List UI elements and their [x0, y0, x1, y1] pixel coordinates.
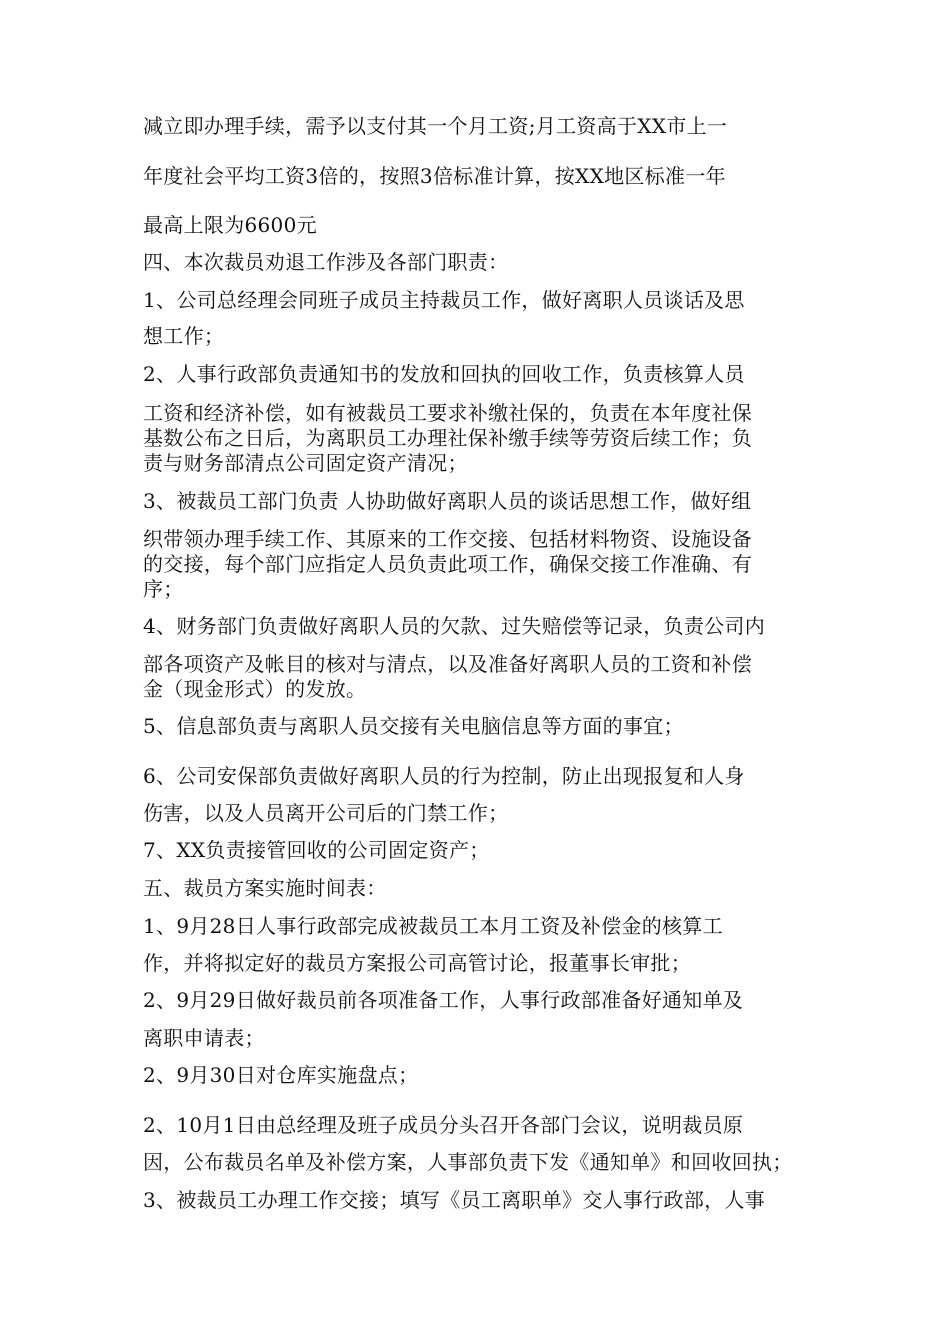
text-line: 责与财务部清点公司固定资产清况； — [143, 451, 468, 475]
text-line: 部各项资产及帐目的核对与清点，以及准备好离职人员的工资和补偿 — [143, 652, 752, 676]
text-line: 离职申请表； — [143, 1026, 265, 1050]
section-heading: 四、本次裁员劝退工作涉及各部门职责： — [143, 250, 509, 274]
text-line: 想工作； — [143, 324, 225, 348]
text-line: 伤害，以及人员离开公司后的门禁工作； — [143, 801, 509, 825]
text-line: 年度社会平均工资3倍的，按照3倍标准计算，按XX地区标准一年 — [143, 164, 726, 188]
text-line: 最高上限为6600元 — [143, 213, 317, 237]
text-line: 因，公布裁员名单及补偿方案，人事部负责下发《通知单》和回收回执； — [143, 1150, 793, 1174]
text-line: 2、9月30日对仓库实施盘点； — [143, 1063, 419, 1087]
text-line: 3、被裁员工办理工作交接；填写《员工离职单》交人事行政部，人事 — [143, 1188, 766, 1212]
text-line: 织带领办理手续工作、其原来的工作交接、包括材料物资、设施设备 — [143, 527, 752, 551]
text-line: 5、信息部负责与离职人员交接有关电脑信息等方面的事宜； — [143, 714, 684, 738]
text-line: 金（现金形式）的发放。 — [143, 677, 367, 701]
text-line: 1、公司总经理会同班子成员主持裁员工作，做好离职人员谈话及思 — [143, 288, 745, 312]
text-line: 3、被裁员工部门负责 人协助做好离职人员的谈话思想工作，做好组 — [143, 489, 752, 513]
text-line: 的交接，每个部门应指定人员负责此项工作，确保交接工作准确、有 — [143, 552, 752, 576]
text-line: 2、10月1日由总经理及班子成员分头召开各部门会议，说明裁员原 — [143, 1113, 744, 1137]
text-line: 作，并将拟定好的裁员方案报公司高管讨论，报董事长审批； — [143, 951, 692, 975]
text-line: 序； — [143, 577, 184, 601]
text-line: 4、财务部门负责做好离职人员的欠款、过失赔偿等记录，负责公司内 — [143, 614, 766, 638]
text-line: 减立即办理手续，需予以支付其一个月工资;月工资高于XX市上一 — [143, 114, 728, 138]
text-line: 2、人事行政部负责通知书的发放和回执的回收工作，负责核算人员 — [143, 362, 745, 386]
text-line: 6、公司安保部负责做好离职人员的行为控制，防止出现报复和人身 — [143, 764, 745, 788]
text-line: 1、9月28日人事行政部完成被裁员工本月工资及补偿金的核算工 — [143, 914, 723, 938]
section-heading: 五、裁员方案实施时间表： — [143, 876, 387, 900]
text-line: 2、9月29日做好裁员前各项准备工作，人事行政部准备好通知单及 — [143, 988, 744, 1012]
text-line: 基数公布之日后，为离职员工办理社保补缴手续等劳资后续工作；负 — [143, 426, 752, 450]
text-line: 7、XX负责接管回收的公司固定资产； — [143, 838, 490, 862]
text-line: 工资和经济补偿，如有被裁员工要求补缴社保的，负责在本年度社保 — [143, 401, 752, 425]
